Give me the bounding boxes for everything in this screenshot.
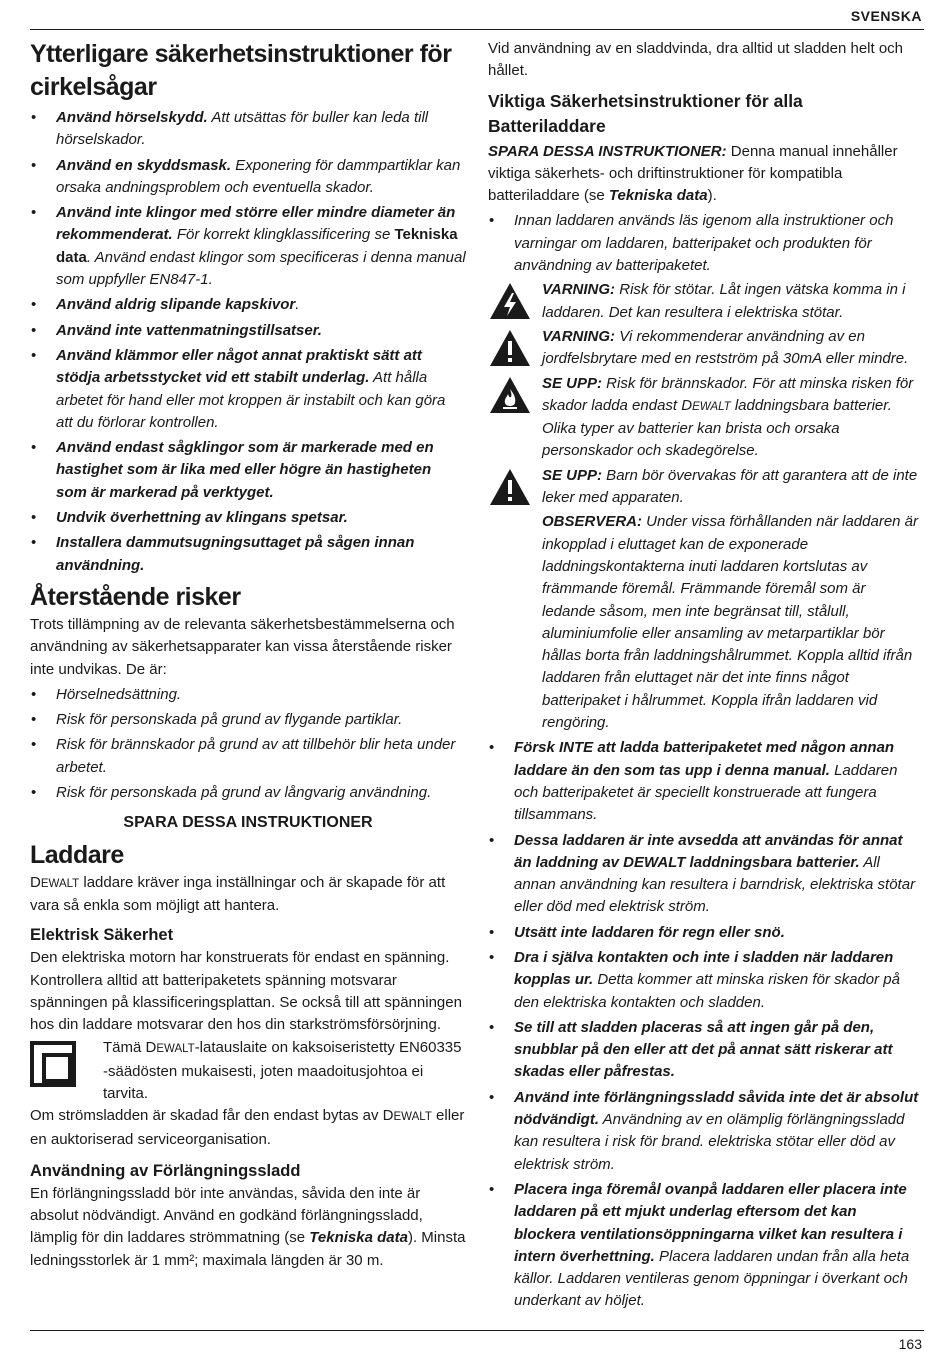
heading-extension-cord: Användning av Förlängningssladd (30, 1161, 301, 1180)
right-column (488, 38, 920, 1313)
list-item: • Använd hörselskydd. Att utsättas för buller kan leda till hörselskador. (30, 107, 466, 152)
list-item: • Risk för personskada på grund av långvarig användning. (30, 782, 466, 804)
list-item: • Försk INTE att ladda batteripaketet med någon annan laddare än den som tas upp i denna manual. Laddaren och batteripaketet är speciellt konstruerade att fungera tillsammans. (488, 737, 920, 826)
electric-shock-warning-icon (488, 281, 532, 321)
list-item: • Se till att sladden placeras så att ingen går på den, snubblar på den eller att det på annat sätt riskerar att skadas eller påfrestas. (488, 1017, 920, 1084)
language-label: SVENSKA (850, 8, 922, 24)
list-item: • Använd endast sågklingor som är markerade med en hastighet som är lika med eller högre än hastigheten som är markerad på verktyget. (30, 437, 466, 504)
double-insulation-note: Tämä DEWALT-latauslaite on kaksoiseristetty EN60335 -säädösten mukaisesti, joten maadoitusjohtoa ei tarvita. (30, 1037, 466, 1105)
list-item: • Använd en skyddsmask. Exponering för dammpartiklar kan orsaka andningsproblem och eventuella skador. (30, 155, 466, 200)
heading-battery-charger-safety: Viktiga Säkerhetsinstruktioner för alla Batteriladdare (488, 90, 803, 136)
risk-intro: Trots tillämpning av de relevanta säkerhetsbestämmelserna och användning av säkerhetsapparater kan vissa återstående risker inte undvikas. De är: (30, 615, 455, 678)
heading-extra-safety (30, 38, 466, 104)
list-item: • Dessa laddaren är inte avsedda att användas för annat än laddning av DEWALT laddningsbara batterier. All annan användning kan resultera i barndrisk, elektriska stötar eller död med elektrisk ström. (488, 830, 920, 919)
save-instructions-text: SPARA DESSA INSTRUKTIONER: Denna manual innehåller viktiga säkerhets- och driftinstruktioner för kompatibla batteriladdare (se Tekniska data). (488, 142, 898, 205)
footer-rule (30, 1330, 924, 1331)
exclamation-warning-icon (488, 328, 532, 368)
save-instructions-title: SPARA DESSA INSTRUKTIONER (123, 814, 373, 832)
list-item: • Risk för brännskador på grund av att tillbehör blir heta under arbetet. (30, 734, 466, 779)
read-first-list (488, 210, 920, 277)
heading-extra-line2: cirkelsågar (30, 73, 157, 101)
page-number: 163 (898, 1336, 922, 1352)
list-item: • Använd inte vattenmatningstillsatser. (30, 320, 466, 342)
list-item: • Använd inte förlängningssladd såvida inte det är absolut nödvändigt. Användning av en olämplig förlängningssladd kan resultera i risk för brand. elektriska stötar eller död av elektrisk ström. (488, 1087, 920, 1176)
extension-cord-text: En förlängningssladd bör inte användas, såvida den inte är absolut nödvändigt. Använd en godkänd förlängningssladd, lämplig för din laddares strömmatning (se Tekniska data). Minsta ledningsstorlek är 1 mm²; maximala längden är 30 m. (30, 1184, 466, 1269)
list-item: • Installera dammutsugningsuttaget på sågen innan användning. (30, 532, 466, 577)
list-item: • Undvik överhettning av klingans spetsar. (30, 507, 466, 529)
list-item: • Dra i själva kontakten och inte i sladden när laddaren kopplas ur. Detta kommer att minska risken för skador på den elektriska kontakten och sladden. (488, 947, 920, 1014)
header-rule (30, 29, 924, 30)
list-item: • Använd aldrig slipande kapskivor. (30, 294, 466, 316)
risk-list (30, 684, 466, 804)
list-item: • Innan laddaren används läs igenom alla instruktioner och varningar om laddaren, batteripaket och produkten för användning av batteripaketet. (488, 210, 920, 277)
list-item: • Risk för personskada på grund av flygande partiklar. (30, 709, 466, 731)
caution-children: SE UPP: Barn bör övervakas för att garantera att de inte leker med apparaten. (488, 465, 920, 510)
list-item: • Hörselnedsättning. (30, 684, 466, 706)
list-item: • Använd klämmor eller något annat praktiskt sätt att stödja arbetsstycket vid ett stabilt underlag. Att hålla arbetet för hand eller mot kroppen är instabilt och kan göra att du förlorar kontrollen. (30, 345, 466, 434)
heading-charger: Laddare (30, 840, 124, 869)
heading-electrical-safety: Elektrisk Säkerhet (30, 926, 174, 945)
list-item: • Utsätt inte laddaren för regn eller snö. (488, 922, 920, 944)
list-item: • Placera inga föremål ovanpå laddaren eller placera inte laddaren på ett mjukt underlag eftersom det kan blockera ventilationsöppningarna vilket kan resultera i intern överhettning. Placera laddaren undan från alla heta källor. Laddaren ventileras genom öppningar i överkant och underkant av höljet. (488, 1179, 920, 1313)
warning-rcd: VARNING: Vi rekommenderar användning av en jordfelsbrytare med en restström på 30mA eller mindre. (488, 326, 920, 371)
list-item: • Använd inte klingor med större eller mindre diameter än rekommenderat. För korrekt klingklassificering se Tekniska data. Använd endast klingor som specificeras i denna manual som uppfyller EN847-1. (30, 202, 466, 291)
charger-safety-list (488, 737, 920, 1312)
cord-replacement-text: Om strömsladden är skadad får den endast bytas av DEWALT eller en auktoriserad serviceorganisation. (30, 1107, 465, 1148)
heading-residual-risks: Återstående risker (30, 582, 241, 611)
note-contacts: OBSERVERA: Under vissa förhållanden när laddaren är inkopplad i eluttaget kan de exponerade laddningskontakterna inuti laddaren kortslutas av främmande föremål. Främmande föremål som är ledande såsom, men inte begränsat till, stålull, aluminiumfolie eller ansamling av metarpartiklar bör hållas borta från laddningshålrummet. Koppla alltid ifrån laddaren från eluttaget när det inte finns något batteripaket i hålrummet. Koppla ifrån laddaren vid rengöring. (542, 513, 919, 732)
heading-extra-line1: Ytterligare säkerhetsinstruktioner för (30, 40, 452, 68)
warning-shock: VARNING: Risk för stötar. Låt ingen vätska komma in i laddaren. Det kan resultera i elektriska stötar. (488, 279, 920, 324)
double-insulation-icon (30, 1041, 76, 1087)
charger-intro: DEWALT laddare kräver inga inställningar och är skapade för att vara så enkla som möjligt att hantera. (30, 873, 446, 914)
left-column (30, 38, 466, 1272)
exclamation-warning-icon (488, 467, 532, 507)
cord-reel-text: Vid användning av en sladdvinda, dra alltid ut sladden helt och hållet. (488, 40, 904, 80)
electrical-text: Den elektriska motorn har konstruerats för endast en spänning. Kontrollera alltid att batteripaketets spänning motsvarar spänningen på klassificeringsplattan. Se också till att spänningen hos din laddare motsvarar den hos din starkströmsförsörjning. (30, 949, 462, 1034)
caution-burn: SE UPP: Risk för brännskador. För att minska risken för skador ladda endast DEWALT laddningsbara batterier. Olika typer av batterier kan brista och orsaka personskador och skadegörelse. (488, 373, 920, 463)
fire-warning-icon (488, 375, 532, 415)
extra-safety-list (30, 107, 466, 577)
